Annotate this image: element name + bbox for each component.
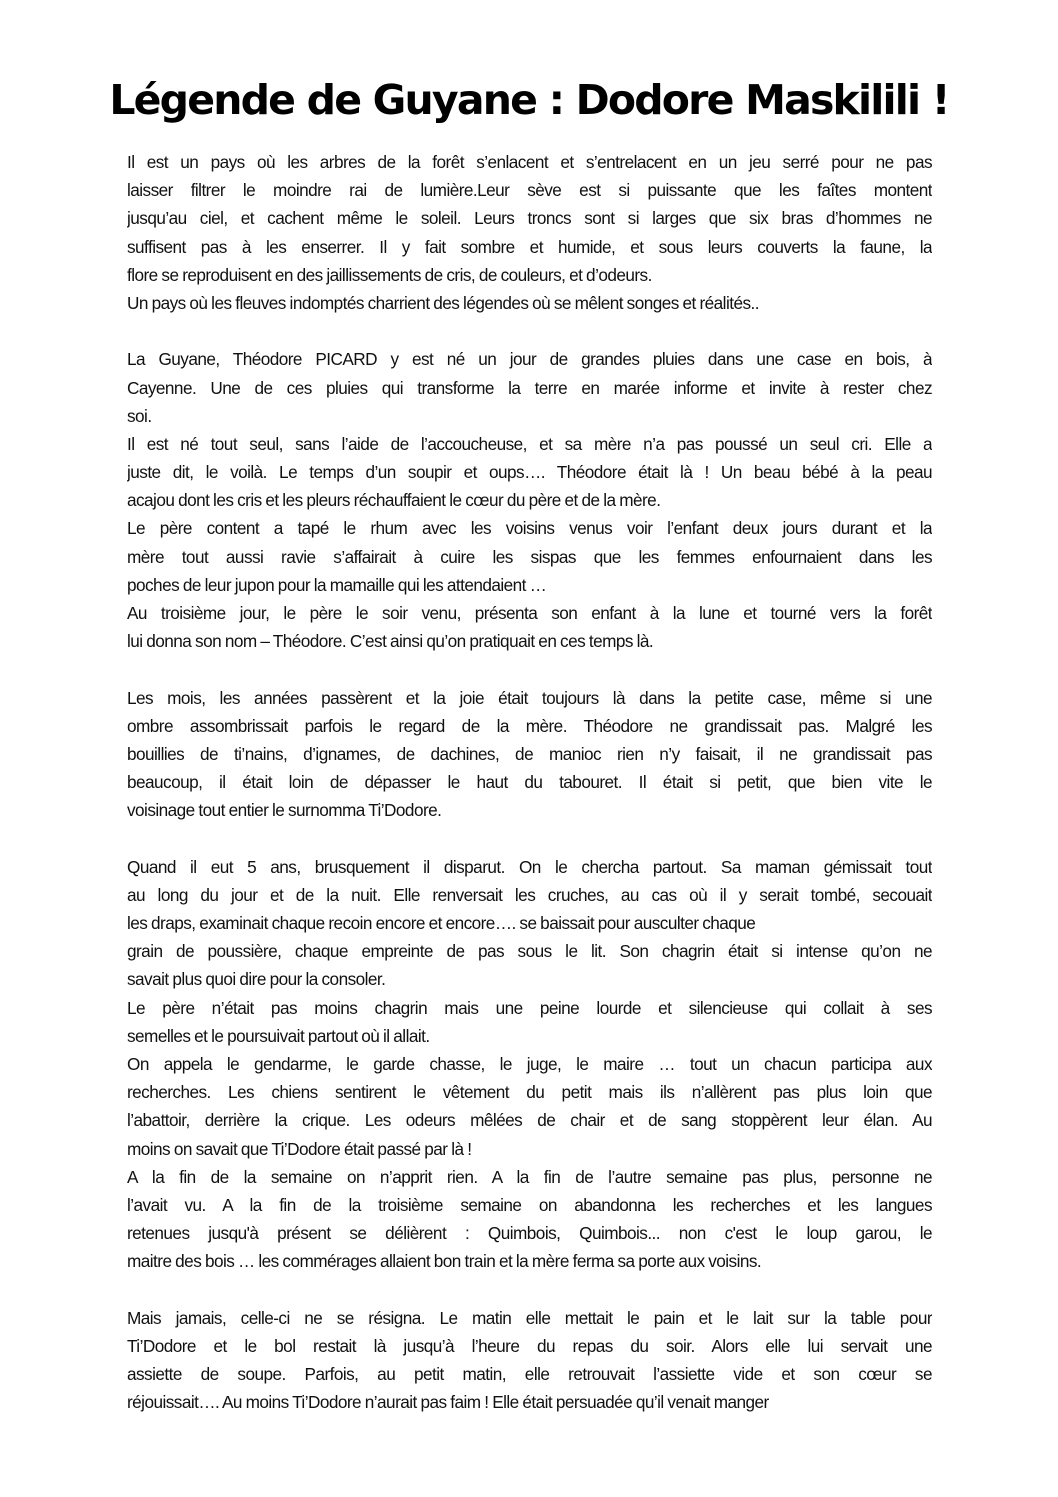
text-line: semelles et le poursuivait partout où il allait. — [127, 1025, 430, 1046]
document-title: Légende de Guyane : Dodore Maskilili ! — [109, 76, 949, 124]
text-line: retenues jusqu'à présent se délièrent : Quimbois, Quimbois... non c'est le loup garou, le — [127, 1223, 932, 1244]
text-line: Il est un pays où les arbres de la forêt s’enlacent et s’entrelacent en un jeu serré pour ne pas — [127, 152, 932, 172]
text-line: voisinage tout entier le surnomma Ti’Dodore. — [127, 800, 442, 821]
text-line: Le père n’était pas moins chagrin mais une peine lourde et silencieuse qui collait à ses — [127, 997, 932, 1018]
text-line: Au troisième jour, le père le soir venu, présenta son enfant à la lune et tourné vers la forêt — [127, 603, 932, 623]
paragraph-spacer — [127, 1276, 932, 1304]
text-line: poches de leur jupon pour la mamaille qui les attendaient … — [127, 574, 547, 595]
paragraph — [127, 853, 932, 1276]
text-line: assiette de soupe. Parfois, au petit matin, elle retrouvait l’assiette vide et son cœur se — [127, 1364, 932, 1385]
text-line: Le père content a tapé le rhum avec les voisins venus voir l’enfant deux jours durant et la — [127, 518, 932, 539]
text-line: beaucoup, il était loin de dépasser le haut du tabouret. Il était si petit, que bien vite le — [127, 772, 932, 793]
text-line: maitre des bois … les commérages allaient bon train et la mère ferma sa porte aux voisins. — [127, 1251, 762, 1272]
text-line: recherches. Les chiens sentirent le vêtement du petit mais ils n’allèrent pas plus loin que — [127, 1082, 932, 1103]
paragraph — [127, 345, 932, 655]
text-line: jusqu’au ciel, et cachent même le soleil. Leurs troncs sont si larges que six bras d’hommes ne — [127, 208, 932, 229]
text-line: mère tout aussi ravie s’affairait à cuire les sispas que les femmes enfournaient dans les — [127, 546, 932, 567]
paragraph — [127, 148, 932, 317]
paragraph-spacer — [127, 825, 932, 853]
text-line: ombre assombrissait parfois le regard de la mère. Théodore ne grandissait pas. Malgré les — [127, 715, 932, 736]
text-line: soi. — [127, 405, 152, 426]
text-line: Cayenne. Une de ces pluies qui transforme la terre en marée informe et invite à rester chez — [127, 377, 932, 398]
text-line: acajou dont les cris et les pleurs réchauffaient le cœur du père et de la mère. — [127, 490, 661, 511]
text-line: Ti’Dodore et le bol restait là jusqu’à l’heure du repas du soir. Alors elle lui servait une — [127, 1335, 932, 1356]
paragraph-spacer — [127, 655, 932, 683]
text-line: La Guyane, Théodore PICARD y est né un jour de grandes pluies dans une case en bois, à — [127, 349, 932, 370]
text-line: réjouissait…. Au moins Ti’Dodore n’aurait pas faim ! Elle était persuadée qu’il venait manger — [127, 1392, 769, 1413]
text-line: les draps, examinait chaque recoin encore et encore…. se baissait pour ausculter chaque — [127, 913, 756, 934]
text-line: grain de poussière, chaque empreinte de pas sous le lit. Son chagrin était si intense qu’on ne — [127, 941, 932, 962]
text-line: On appela le gendarme, le garde chasse, le juge, le maire … tout un chacun participa aux — [127, 1054, 932, 1074]
paragraph — [127, 684, 932, 825]
text-line: moins on savait que Ti’Dodore était passé par là ! — [127, 1138, 472, 1159]
text-line: juste dit, le voilà. Le temps d’un soupir et oups…. Théodore était là ! Un beau bébé à la peau — [127, 462, 932, 483]
document-body — [127, 148, 932, 1416]
text-line: laisser filtrer le moindre rai de lumière.Leur sève est si puissante que les faîtes montent — [127, 180, 932, 201]
text-line: flore se reproduisent en des jaillissements de cris, de couleurs, et d’odeurs. — [127, 264, 652, 285]
text-line: Les mois, les années passèrent et la joie était toujours là dans la petite case, même si une — [127, 687, 932, 708]
text-line: Un pays où les fleuves indomptés charrient des légendes où se mêlent songes et réalités.. — [127, 292, 759, 313]
paragraph — [127, 1304, 932, 1417]
text-line: lui donna son nom – Théodore. C’est ainsi qu’on pratiquait en ces temps là. — [127, 631, 654, 652]
text-line: Il est né tout seul, sans l’aide de l’accoucheuse, et sa mère n’a pas poussé un seul cri. Elle a — [127, 433, 932, 454]
text-line: Mais jamais, celle-ci ne se résigna. Le matin elle mettait le pain et le lait sur la table pour — [127, 1307, 932, 1328]
text-line: bouillies de ti’nains, d’ignames, de dachines, de manioc rien n’y faisait, il ne grandissait pas — [127, 743, 932, 764]
text-line: savait plus quoi dire pour la consoler. — [127, 969, 386, 990]
text-line: A la fin de la semaine on n’apprit rien. A la fin de l’autre semaine pas plus, personne ne — [127, 1166, 932, 1187]
text-line: Quand il eut 5 ans, brusquement il disparut. On le chercha partout. Sa maman gémissait tout — [127, 856, 932, 877]
text-line: l’abattoir, derrière la crique. Les odeurs mêlées de chair et de sang stoppèrent leur élan. Au — [127, 1110, 932, 1131]
text-line: au long du jour et de la nuit. Elle renversait les cruches, au cas où il y serait tombé, secouait — [127, 884, 932, 905]
text-line: l’avait vu. A la fin de la troisième semaine on abandonna les recherches et les langues — [127, 1194, 932, 1215]
paragraph-spacer — [127, 317, 932, 345]
text-line: suffisent pas à les enserrer. Il y fait sombre et humide, et sous leurs couverts la faune, la — [127, 236, 932, 257]
